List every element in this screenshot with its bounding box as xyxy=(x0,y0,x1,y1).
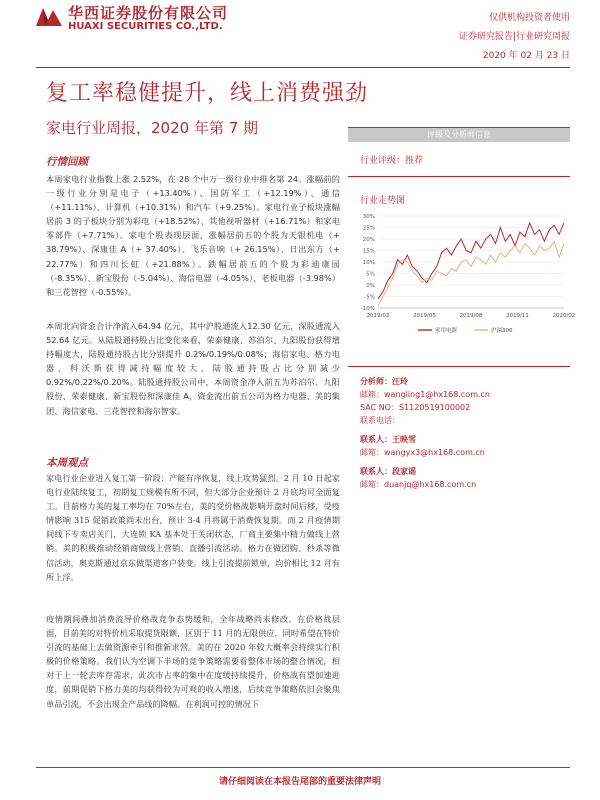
sidebar-box-title: 评级及分析师信息 xyxy=(348,128,570,142)
company-name-en: HUAXI SECURITIES CO.,LTD. xyxy=(68,21,223,32)
header-divider xyxy=(36,67,570,68)
sac-number: S1120519100002 xyxy=(398,403,471,412)
y-tick-label: 15% xyxy=(362,248,375,255)
y-tick-label: 0% xyxy=(366,283,375,289)
company-name-cn: 华西证券股份有限公司 xyxy=(68,4,229,22)
industry-rating xyxy=(360,153,423,166)
contact-email-link[interactable]: wangyx3@hx168.com.cn xyxy=(384,448,485,457)
sidebar-rule-3 xyxy=(348,366,570,367)
rating-value: 推荐 xyxy=(405,156,424,166)
industry-trend-chart xyxy=(350,208,576,358)
analyst-role: 分析师： xyxy=(360,377,392,386)
y-tick-label: 30% xyxy=(362,214,375,220)
email-label: 邮箱： xyxy=(360,480,384,489)
contact-email-link[interactable]: duanjq@hx168.com.cn xyxy=(384,480,477,489)
legend-label: 沪深300 xyxy=(491,328,513,334)
contact-role: 联系人： xyxy=(360,435,392,444)
x-tick-label: 2019/05 xyxy=(413,313,436,319)
y-tick-label: -10% xyxy=(360,306,375,312)
x-tick-label: 2019/11 xyxy=(506,313,529,319)
report-title: 复工率稳健提升，线上消费强劲 xyxy=(46,81,369,106)
report-subtitle: 家电行业周报，2020 年第 7 期 xyxy=(46,119,259,137)
y-tick-label: -5% xyxy=(364,294,375,301)
contact-role: 联系人： xyxy=(360,467,392,476)
report-type: 证券研究报告|行业研究周报 xyxy=(458,32,570,42)
y-tick-label: 5% xyxy=(366,271,375,278)
investor-notice: 仅供机构投资者使用 xyxy=(488,13,570,23)
y-tick-label: 20% xyxy=(362,237,375,243)
report-date: 2020 年 02 月 23 日 xyxy=(482,51,570,61)
sidebar-rule-2 xyxy=(348,176,570,177)
analyst-name: 汪玲 xyxy=(392,377,408,386)
market-review-paragraph-2: 本周北向资金合计净流入64.94 亿元，其中沪股通流入12.30 亿元，深股通流入52.64 亿元。从陆股通持股占比变化来看，荣泰健康、苏泊尔、九阳股份获得增持幅度大，陆股通持股占比分别提升 0.2%/0.19%/0.08%；海信家电、格力电器、科沃斯获得减持幅度较大，陆股通持股占比分别减少 0.92%/0.22%/0.20%。陆股通持股公司中，本周资金净入前五为苏泊尔、九阳股份、荣泰健康、新宝股份和深康佳 A，资金流出前五公司为格力电器、美的集团、海信家电、三花智控和海尔智家。 xyxy=(46,321,340,416)
rating-label: 行业评级： xyxy=(360,156,406,166)
x-tick-label: 2020/02 xyxy=(552,313,576,319)
contact-2-block xyxy=(360,433,485,459)
phone-label: 联系电话： xyxy=(360,416,400,425)
viewpoint-paragraph-1: 家电行业企业进入复工第一阶段：产能有序恢复，线上攻势猛烈。2 月 10 日起家电行业陆续复工，初期复工规模有所不同，但大部分企业预计 2 月底均可全面复工。目前格力美的复工率均在 70%左右，美的受价格战影响开盘时间后移，受疫情影响 315 促销政策尚未出台，预计 3-4 月将属于消费恢复期。而 2 月疫情期间线下专卖店关门，大连锁 KA 基本处于关闭状态，厂商主要集中精力做线上营销。美的积极推动经销商做线上营销、直播引流活动。格力在做团购、秒杀等微信活动，奥克斯通过京东做渠道客户装变。线上引流提前锁单，均价相比 12 月有所上浮。 xyxy=(46,473,340,582)
section-heading-market-review: 行情回顾 xyxy=(46,156,88,168)
viewpoint-paragraph-2: 疫情期间叠加消费流导价格战竞争态势缓和，全年战略尚未修改。在价格战层面，目前美的对特价机采取提货限额，区别于 11 月的无限供应，同时希望在特价引流的基础上去做资源牵引和推新求营。美的在 2020 年较大概率会持续实行积极的价格策略。我们认为空调下半场的竞争策略需要看整体市场的整合情况，相对于上一轮去库存需求，此次市占率的集中在度缓持续提升，价格战有望加速进度，前期促销下格力美的均获得较为可观的收入增速，后续竞争策略依旧会聚焦单品引流，不会出现全产品线的降幅。在利润可控的情况下 xyxy=(46,614,340,709)
section-heading-viewpoint: 本周观点 xyxy=(46,457,88,469)
trend-chart-title: 行业走势图 xyxy=(360,196,406,206)
legend-label: 家用电器 xyxy=(435,328,458,334)
email-label: 邮箱： xyxy=(360,390,384,399)
analyst-1-block xyxy=(360,375,490,427)
logo-mark-icon xyxy=(34,4,64,28)
sac-label: SAC NO： xyxy=(360,403,399,412)
y-tick-label: 10% xyxy=(362,260,375,266)
contact-3-block xyxy=(360,465,476,491)
contact-name: 段家谣 xyxy=(392,467,416,476)
x-tick-label: 2019/02 xyxy=(366,313,390,319)
legal-notice-footer: 请仔细阅读在本报告尾部的重要法律声明 xyxy=(218,777,381,787)
contact-name: 王映雪 xyxy=(392,435,416,444)
analyst-email-link[interactable]: wangling1@hx168.com.cn xyxy=(384,390,490,399)
x-tick-label: 2019/08 xyxy=(459,313,483,319)
email-label: 邮箱： xyxy=(360,448,384,457)
y-tick-label: 25% xyxy=(362,225,375,232)
market-review-paragraph-1: 本周家电行业指数上涨 2.52%，在 28 个中万一级行业中排名第 24。涨幅前的一级行业分别是电子（+13.40%）、国防军工（+12.19%）、通信（+11.11%）、计算机（+10.31%）和汽车（+9.25%）。家电行业子板块涨幅居前 3 的子板块分别为彩电（+18.52%）、其他视听器材（+16.71%）和家电零部件（+7.71%）。家电个股表现层面，涨幅居前五的个股为天银机电（+ 38.79%）、深康佳 A（+ 37.40%）、飞乐音响（+ 26.15%）、日出东方（+ 22.77%）和四川长虹（+21.88%）。跌幅居前五的个股为彩迪康园（-8.35%）、新宝股份（-5.04%）、海信电器（-4.05%）、老板电器（-3.98%）和三花智控（-0.55%）。 xyxy=(46,174,340,297)
footer-divider xyxy=(36,767,570,768)
